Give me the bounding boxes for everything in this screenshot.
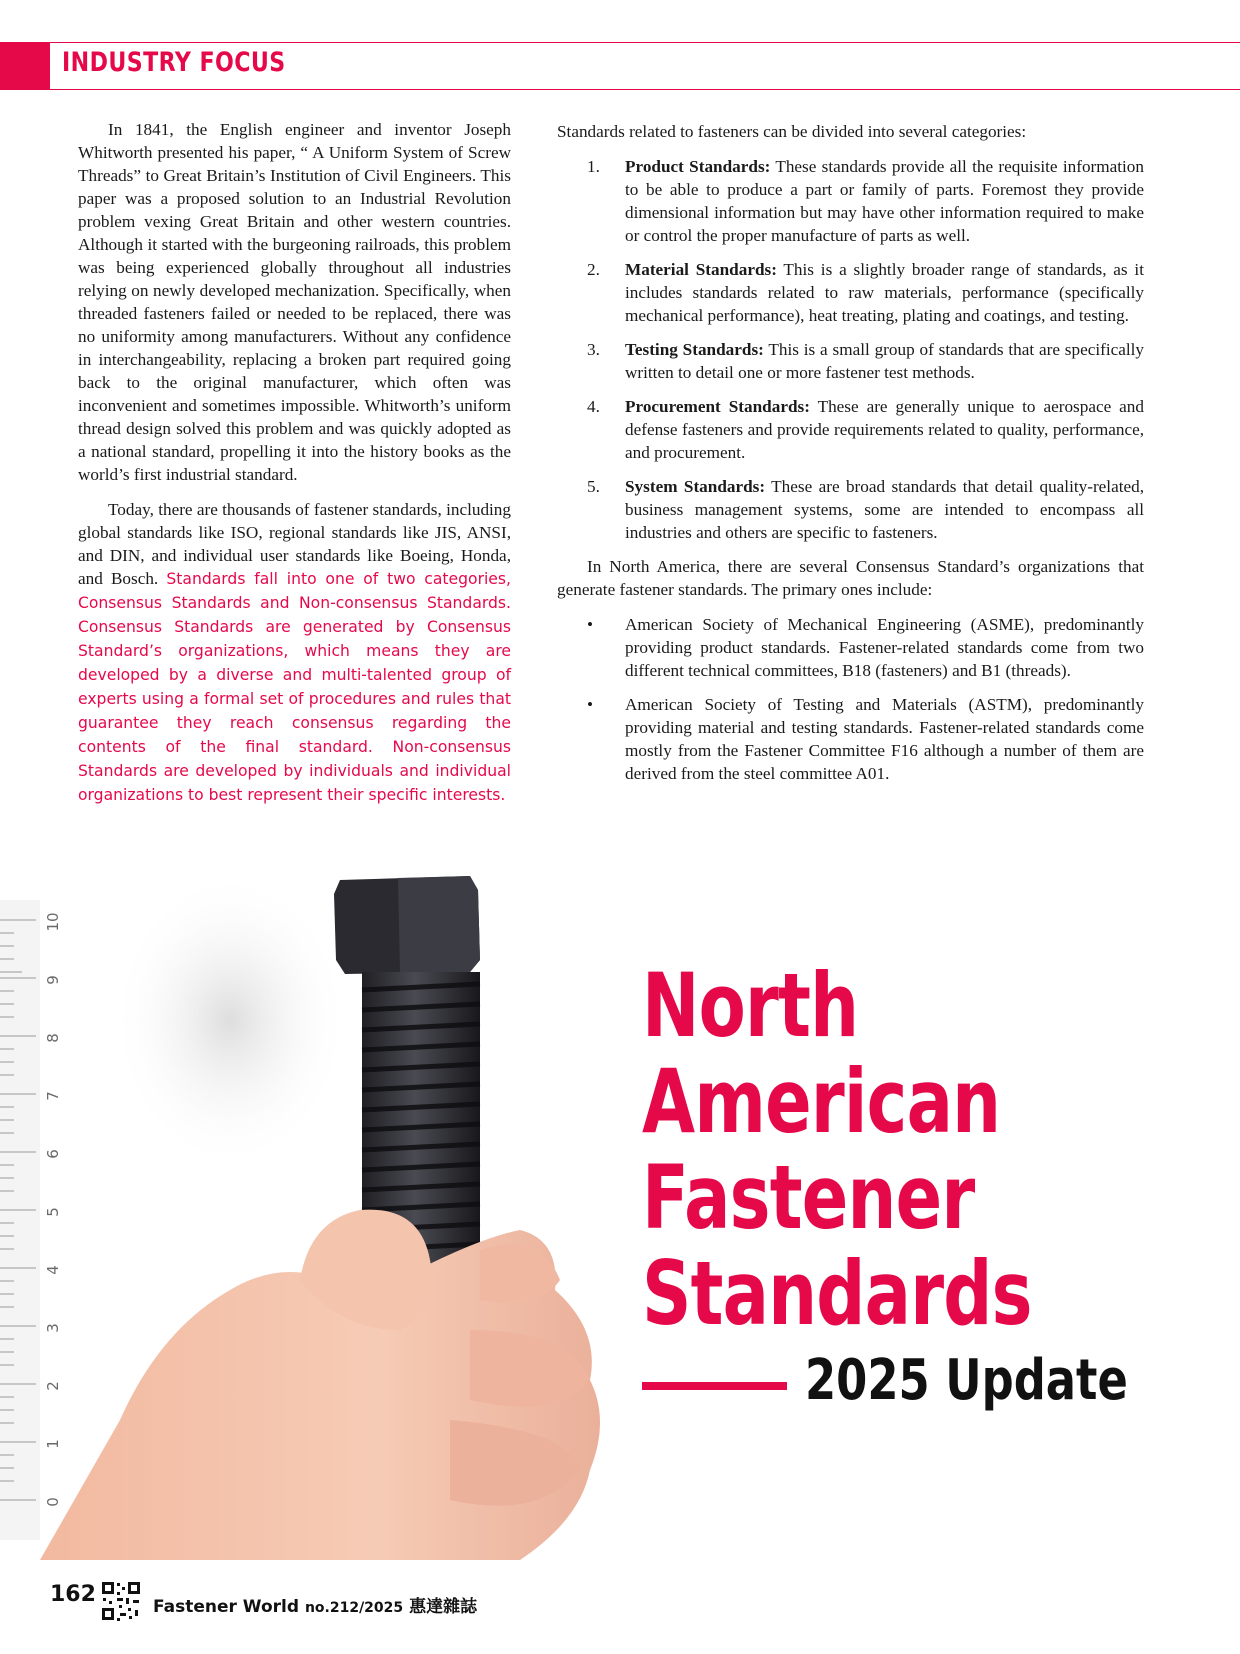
list-item [557, 155, 1144, 247]
list-number: 1. [587, 157, 600, 176]
list-text: These are broad standards that detail quality-related, business management systems, some are intended to encompass all industries and others are specific to fasteners. [625, 477, 1145, 542]
list-text: This is a small group of standards that are specifically written to detail one or more fastener test methods. [625, 340, 1145, 382]
magazine-title: Fastener World [153, 1597, 300, 1617]
categories-list [557, 155, 1144, 544]
ruler [0, 900, 62, 1540]
list-number: 5. [587, 477, 600, 496]
ruler-label: 9 [44, 975, 62, 985]
list-term: Material Standards: [625, 260, 777, 279]
list-text: American Society of Testing and Materials (ASTM), predominantly providing material and testing standards. Fastener-related standards come mostly from the Fastener Committee F16 although a number of them are derived from the steel committee A01. [625, 695, 1144, 783]
magazine-name [153, 1592, 477, 1617]
list-item [557, 338, 1144, 384]
list-text: These are generally unique to aerospace and defense fasteners and provide requirements related to quality, performance, and procurement. [625, 397, 1144, 462]
ruler-label: 1 [44, 1439, 62, 1449]
title-line-3: Fastener [642, 1146, 975, 1249]
ruler-label: 3 [44, 1323, 62, 1333]
bullet: • [587, 615, 594, 634]
title-line-4: Standards [642, 1242, 1032, 1345]
section-header [0, 42, 1240, 90]
page-number: 162 [50, 1582, 96, 1607]
ruler-label: 8 [44, 1033, 62, 1043]
title-line-2: American [642, 1050, 1001, 1153]
page-footer [0, 1580, 600, 1620]
paragraph-today [78, 498, 511, 807]
list-term: Testing Standards: [625, 340, 764, 359]
highlighted-text: Standards fall into one of two categories, Consensus Standards and Non-consensus Standards. Consensus Standards are generated by Consensus Standard’s organizations, which means they are developed by a diverse and multi-talented group of experts using a formal set of procedures and rules that guarantee they reach consensus regarding the contents of the final standard. Non-consensus Standards are developed by individuals and individual organizations to best represent their specific interests. [78, 570, 511, 804]
categories-intro: Standards related to fasteners can be divided into several categories: [557, 122, 1027, 141]
list-item [557, 395, 1144, 464]
organizations-list [557, 613, 1144, 785]
right-column [557, 120, 1144, 796]
list-item [557, 613, 1144, 682]
qr-code-icon[interactable] [100, 1580, 142, 1622]
left-column [78, 118, 511, 819]
list-text: American Society of Mechanical Engineering (ASME), predominantly providing product standards. Fastener-related standards come from two different technical committees, B18 (fasteners) and B1 (threads). [625, 615, 1144, 680]
magazine-chinese-name: 惠達雜誌 [409, 1597, 478, 1617]
ruler-label: 7 [44, 1091, 62, 1101]
paragraph-today-text: Today, there are thousands of fastener standards, including global standards like ISO, regional standards like JIS, ANSI, and DIN, and individual user standards like Boeing, Honda, and Bosch. [78, 500, 511, 588]
list-number: 2. [587, 260, 600, 279]
list-number: 3. [587, 340, 600, 359]
title-line-1: North [642, 954, 859, 1057]
paragraph-history: In 1841, the English engineer and inventor Joseph Whitworth presented his paper, “ A Uniform System of Screw Threads” to Great Britain’s Institution of Civil Engineers. This paper was a proposed solution to an Industrial Revolution problem vexing Great Britain and other western countries. Although it started with the burgeoning railroads, this problem was being experienced globally throughout all industries relying on newly developed mechanization. Specifically, when threaded fasteners failed or needed to be replaced, there was no uniformity among manufacturers. Without any confidence in interchangeability, replacing a broken part required going back to the original manufacturer, which often was inconvenient and sometimes impossible. Whitworth’s uniform thread design solved this problem and was quickly adopted as a national standard, propelling it into the history books as the world’s first industrial standard. [78, 120, 511, 484]
ruler-label: 2 [44, 1381, 62, 1391]
list-item [557, 693, 1144, 785]
article-subtitle: 2025 Update [805, 1348, 1128, 1413]
bullet: • [587, 695, 594, 714]
list-term: Procurement Standards: [625, 397, 810, 416]
header-accent-block [0, 43, 50, 89]
issue-number: no.212/2025 [304, 1600, 404, 1616]
list-text: These standards provide all the requisite information to be able to produce a part or family of parts. Foremost they provide dimensional information but may have other information required to make or control the proper manufacture of parts as well. [625, 157, 1144, 245]
list-item [557, 475, 1144, 544]
ruler-label: 0 [44, 1497, 62, 1507]
list-term: Product Standards: [625, 157, 771, 176]
list-term: System Standards: [625, 477, 766, 496]
ruler-label: 10 [44, 912, 62, 932]
list-item [557, 258, 1144, 327]
list-number: 4. [587, 397, 600, 416]
ruler-label: 4 [44, 1265, 62, 1275]
title-underline [642, 1382, 787, 1390]
article-title [642, 954, 1142, 1345]
organizations-intro: In North America, there are several Consensus Standard’s organizations that generate fastener standards. The primary ones include: [557, 557, 1144, 599]
ruler-label: 6 [44, 1149, 62, 1159]
bolt-shadow [110, 870, 350, 1170]
section-title: INDUSTRY FOCUS [62, 47, 286, 78]
ruler-label: 5 [44, 1207, 62, 1217]
list-text: This is a slightly broader range of standards, as it includes standards related to raw materials, performance (specifically mechanical performance), heat treating, plating and coatings, and testing. [625, 260, 1144, 325]
